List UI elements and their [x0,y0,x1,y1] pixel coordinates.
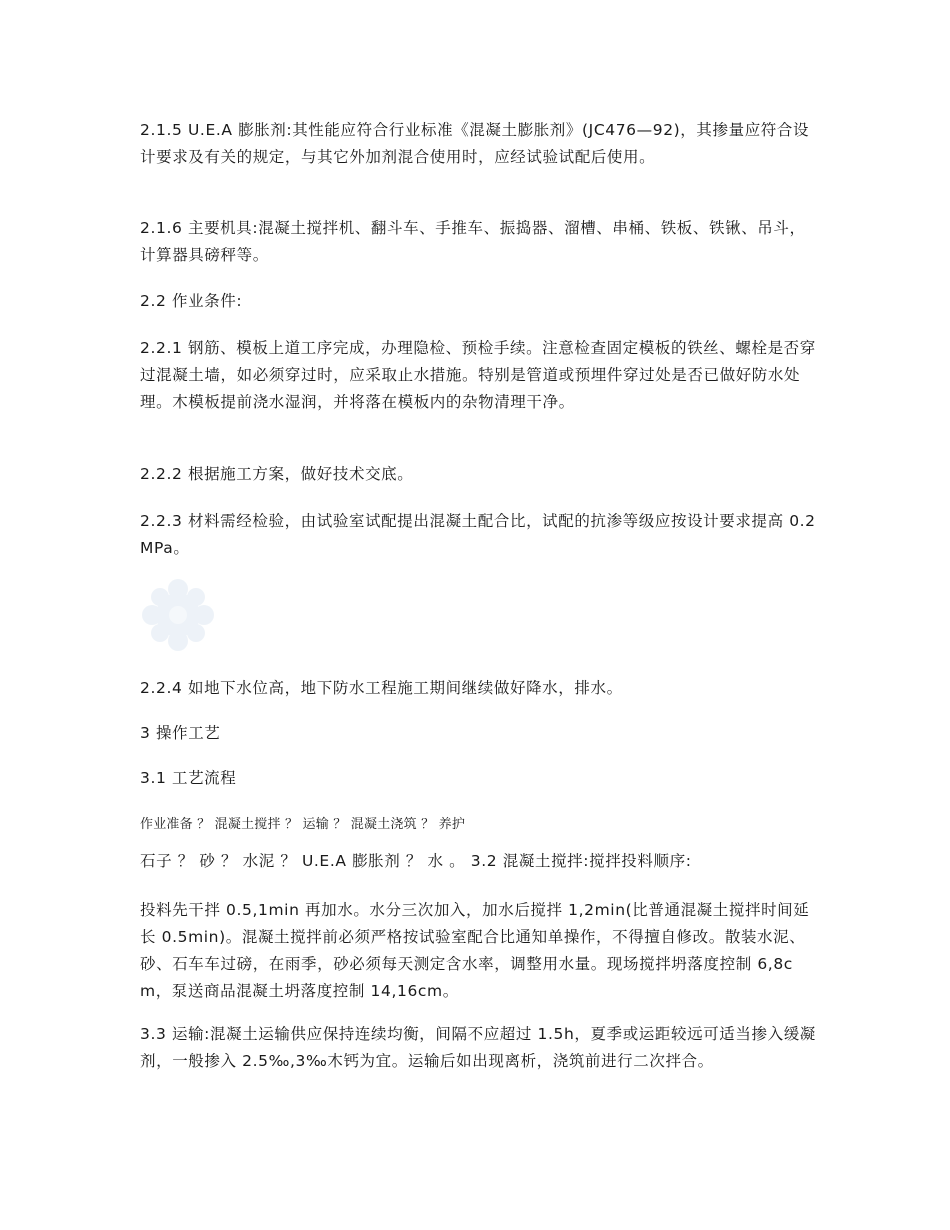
gear-flower-icon [140,577,216,653]
paragraph-3-3: 3.3 运输:混凝土运输供应保持连续均衡，间隔不应超过 1.5h，夏季或运距较远可适当掺入缓凝剂，一般掺入 2.5‰,3‰木钙为宜。运输后如出现离析，浇筑前进行二次拌合。 [140,1025,816,1070]
heading-3-1: 3.1 工艺流程 [140,769,237,787]
heading-2-2: 2.2 作业条件: [140,292,243,310]
paragraph-mixing-details: 投料先干拌 0.5,1min 再加水。水分三次加入，加水后搅拌 1,2min(比普通混凝土搅拌时间延长 0.5min)。混凝土搅拌前必须严格按试验室配合比通知单操作，不得擅自修改。散装水泥、砂、石车车过磅，在雨季，砂必须每天测定含水率，调整用水量。现场搅拌坍落度控制 6,8cm，泵送商品混凝土坍落度控制 14,16cm。 [140,901,810,1000]
paragraph-2-2-4: 2.2.4 如地下水位高，地下防水工程施工期间继续做好降水，排水。 [140,679,623,697]
paragraph-2-1-6: 2.1.6 主要机具:混凝土搅拌机、翻斗车、手推车、振捣器、溜槽、串桶、铁板、铁锹、吊斗，计算器具磅秤等。 [140,219,806,264]
process-flow-line: 作业准备 ？ 混凝土搅拌 ？ 运输 ？ 混凝土浇筑 ？ 养护 [140,817,466,832]
paragraph-2-1-5: 2.1.5 U.E.A 膨胀剂:其性能应符合行业标准《混凝土膨胀剂》(JC476—92)，其掺量应符合设计要求及有关的规定，与其它外加剂混合使用时，应经试验试配后使用。 [140,121,810,166]
paragraph-2-2-1: 2.2.1 钢筋、模板上道工序完成，办理隐检、预检手续。注意检查固定模板的铁丝、螺栓是否穿过混凝土墙，如必须穿过时，应采取止水措施。特别是管道或预埋件穿过处是否已做好防水处理。木模板提前浇水湿润，并将落在模板内的杂物清理干净。 [140,339,816,411]
mixing-order-line: 石子 ？ 砂 ？ 水泥 ？ U.E.A 膨胀剂 ？ 水 。 3.2 混凝土搅拌:搅拌投料顺序: [140,852,692,870]
paragraph-2-2-3: 2.2.3 材料需经检验，由试验室试配提出混凝土配合比，试配的抗渗等级应按设计要求提高 0.2MPa。 [140,512,816,557]
heading-3: 3 操作工艺 [140,724,221,742]
paragraph-2-2-2: 2.2.2 根据施工方案，做好技术交底。 [140,465,414,483]
